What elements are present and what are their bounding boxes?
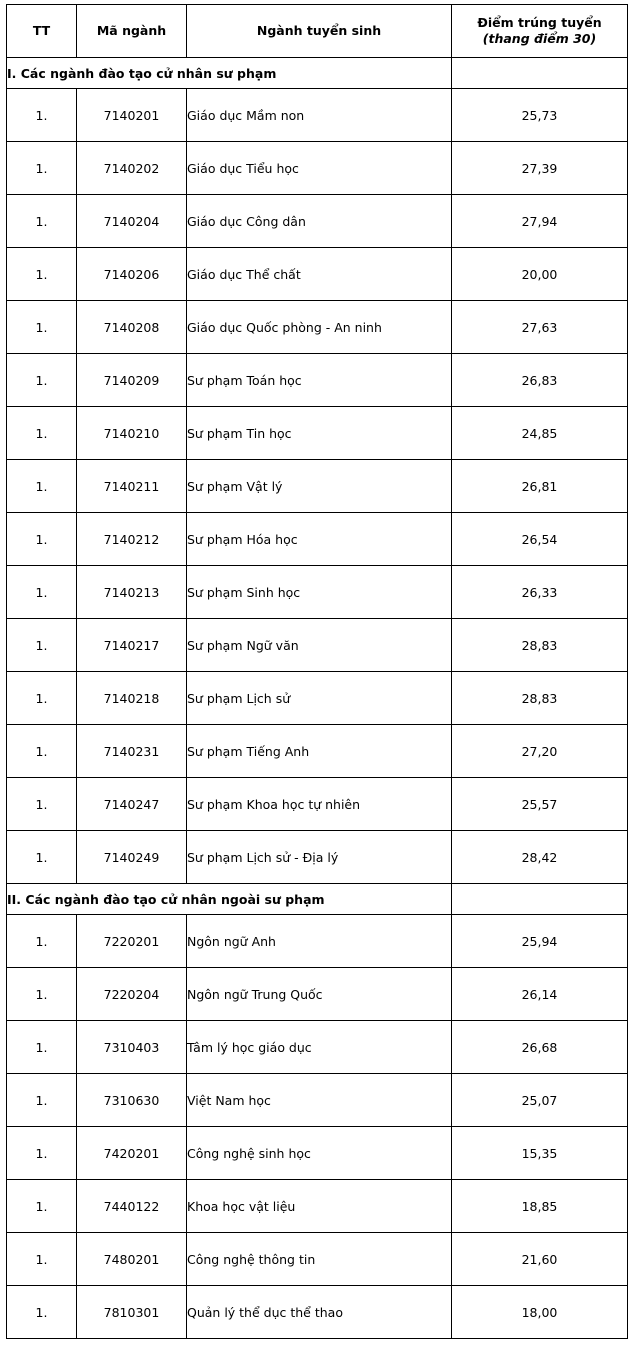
row-major-name: Sư phạm Toán học xyxy=(187,354,452,407)
row-major-code: 7140217 xyxy=(77,619,187,672)
row-major-code: 7140208 xyxy=(77,301,187,354)
row-major-code: 7220201 xyxy=(77,915,187,968)
table-row xyxy=(7,195,628,248)
section-blank-cell xyxy=(452,58,628,89)
section-header-row xyxy=(7,884,628,915)
row-index: 1. xyxy=(7,248,77,301)
table-row xyxy=(7,831,628,884)
row-index: 1. xyxy=(7,831,77,884)
row-index: 1. xyxy=(7,1021,77,1074)
row-major-name: Sư phạm Ngữ văn xyxy=(187,619,452,672)
row-score: 25,07 xyxy=(452,1074,628,1127)
column-header-name: Ngành tuyển sinh xyxy=(187,5,452,58)
row-score: 26,83 xyxy=(452,354,628,407)
table-row xyxy=(7,1286,628,1339)
column-header-score-sub: (thang điểm 30) xyxy=(482,31,597,46)
row-score: 25,57 xyxy=(452,778,628,831)
table-row xyxy=(7,248,628,301)
row-index: 1. xyxy=(7,619,77,672)
table-row xyxy=(7,89,628,142)
row-index: 1. xyxy=(7,89,77,142)
row-major-code: 7140206 xyxy=(77,248,187,301)
table-row xyxy=(7,672,628,725)
row-major-code: 7140213 xyxy=(77,566,187,619)
row-score: 18,85 xyxy=(452,1180,628,1233)
section-header-row xyxy=(7,58,628,89)
table-row xyxy=(7,1074,628,1127)
table-row xyxy=(7,725,628,778)
row-score: 27,39 xyxy=(452,142,628,195)
table-row xyxy=(7,778,628,831)
row-score: 27,94 xyxy=(452,195,628,248)
row-index: 1. xyxy=(7,407,77,460)
admission-score-table xyxy=(6,4,628,1339)
row-major-name: Sư phạm Sinh học xyxy=(187,566,452,619)
row-major-name: Sư phạm Tin học xyxy=(187,407,452,460)
row-score: 24,85 xyxy=(452,407,628,460)
row-index: 1. xyxy=(7,301,77,354)
row-major-code: 7140210 xyxy=(77,407,187,460)
row-major-code: 7140218 xyxy=(77,672,187,725)
row-score: 20,00 xyxy=(452,248,628,301)
row-index: 1. xyxy=(7,1233,77,1286)
table-row xyxy=(7,513,628,566)
row-score: 26,33 xyxy=(452,566,628,619)
row-major-name: Giáo dục Mầm non xyxy=(187,89,452,142)
row-major-code: 7140209 xyxy=(77,354,187,407)
table-row xyxy=(7,142,628,195)
row-major-code: 7140204 xyxy=(77,195,187,248)
row-score: 27,20 xyxy=(452,725,628,778)
row-major-name: Ngôn ngữ Trung Quốc xyxy=(187,968,452,1021)
row-score: 28,83 xyxy=(452,672,628,725)
row-index: 1. xyxy=(7,672,77,725)
row-major-name: Sư phạm Lịch sử xyxy=(187,672,452,725)
table-row xyxy=(7,460,628,513)
table-row xyxy=(7,1180,628,1233)
row-index: 1. xyxy=(7,778,77,831)
row-score: 26,68 xyxy=(452,1021,628,1074)
row-major-name: Sư phạm Khoa học tự nhiên xyxy=(187,778,452,831)
row-major-code: 7140211 xyxy=(77,460,187,513)
row-major-code: 7220204 xyxy=(77,968,187,1021)
row-index: 1. xyxy=(7,460,77,513)
row-index: 1. xyxy=(7,1127,77,1180)
table-row xyxy=(7,619,628,672)
row-score: 26,81 xyxy=(452,460,628,513)
row-score: 27,63 xyxy=(452,301,628,354)
column-header-tt: TT xyxy=(7,5,77,58)
table-row xyxy=(7,354,628,407)
section-title: II. Các ngành đào tạo cử nhân ngoài sư phạm xyxy=(7,884,452,915)
row-major-code: 7140202 xyxy=(77,142,187,195)
row-major-name: Sư phạm Lịch sử - Địa lý xyxy=(187,831,452,884)
row-major-name: Công nghệ sinh học xyxy=(187,1127,452,1180)
row-score: 26,54 xyxy=(452,513,628,566)
row-major-name: Sư phạm Vật lý xyxy=(187,460,452,513)
row-major-code: 7140247 xyxy=(77,778,187,831)
row-score: 26,14 xyxy=(452,968,628,1021)
column-header-score xyxy=(452,5,628,58)
table-row xyxy=(7,915,628,968)
row-major-code: 7440122 xyxy=(77,1180,187,1233)
table-row xyxy=(7,968,628,1021)
row-index: 1. xyxy=(7,1286,77,1339)
row-major-code: 7140201 xyxy=(77,89,187,142)
row-score: 25,94 xyxy=(452,915,628,968)
row-major-name: Quản lý thể dục thể thao xyxy=(187,1286,452,1339)
row-index: 1. xyxy=(7,142,77,195)
row-major-name: Công nghệ thông tin xyxy=(187,1233,452,1286)
row-major-name: Giáo dục Công dân xyxy=(187,195,452,248)
row-index: 1. xyxy=(7,566,77,619)
row-major-code: 7140212 xyxy=(77,513,187,566)
row-index: 1. xyxy=(7,1074,77,1127)
row-major-name: Tâm lý học giáo dục xyxy=(187,1021,452,1074)
column-header-code: Mã ngành xyxy=(77,5,187,58)
row-major-name: Việt Nam học xyxy=(187,1074,452,1127)
row-index: 1. xyxy=(7,725,77,778)
row-major-code: 7810301 xyxy=(77,1286,187,1339)
table-row xyxy=(7,301,628,354)
row-major-code: 7140249 xyxy=(77,831,187,884)
row-score: 28,42 xyxy=(452,831,628,884)
table-row xyxy=(7,1233,628,1286)
row-major-code: 7140231 xyxy=(77,725,187,778)
column-header-score-main: Điểm trúng tuyển xyxy=(477,15,602,31)
table-row xyxy=(7,566,628,619)
row-major-name: Khoa học vật liệu xyxy=(187,1180,452,1233)
table-row xyxy=(7,407,628,460)
row-major-code: 7480201 xyxy=(77,1233,187,1286)
row-major-code: 7420201 xyxy=(77,1127,187,1180)
table-body xyxy=(7,58,628,1339)
row-index: 1. xyxy=(7,915,77,968)
row-major-code: 7310630 xyxy=(77,1074,187,1127)
row-major-name: Giáo dục Thể chất xyxy=(187,248,452,301)
row-major-name: Giáo dục Tiểu học xyxy=(187,142,452,195)
row-index: 1. xyxy=(7,195,77,248)
row-major-code: 7310403 xyxy=(77,1021,187,1074)
row-major-name: Ngôn ngữ Anh xyxy=(187,915,452,968)
table-header xyxy=(7,5,628,58)
row-major-name: Sư phạm Hóa học xyxy=(187,513,452,566)
row-index: 1. xyxy=(7,513,77,566)
row-major-name: Sư phạm Tiếng Anh xyxy=(187,725,452,778)
section-blank-cell xyxy=(452,884,628,915)
row-score: 18,00 xyxy=(452,1286,628,1339)
row-score: 25,73 xyxy=(452,89,628,142)
table-header-row xyxy=(7,5,628,58)
row-score: 21,60 xyxy=(452,1233,628,1286)
table-row xyxy=(7,1127,628,1180)
row-score: 15,35 xyxy=(452,1127,628,1180)
row-index: 1. xyxy=(7,968,77,1021)
section-title: I. Các ngành đào tạo cử nhân sư phạm xyxy=(7,58,452,89)
row-score: 28,83 xyxy=(452,619,628,672)
row-index: 1. xyxy=(7,354,77,407)
row-major-name: Giáo dục Quốc phòng - An ninh xyxy=(187,301,452,354)
table-row xyxy=(7,1021,628,1074)
row-index: 1. xyxy=(7,1180,77,1233)
